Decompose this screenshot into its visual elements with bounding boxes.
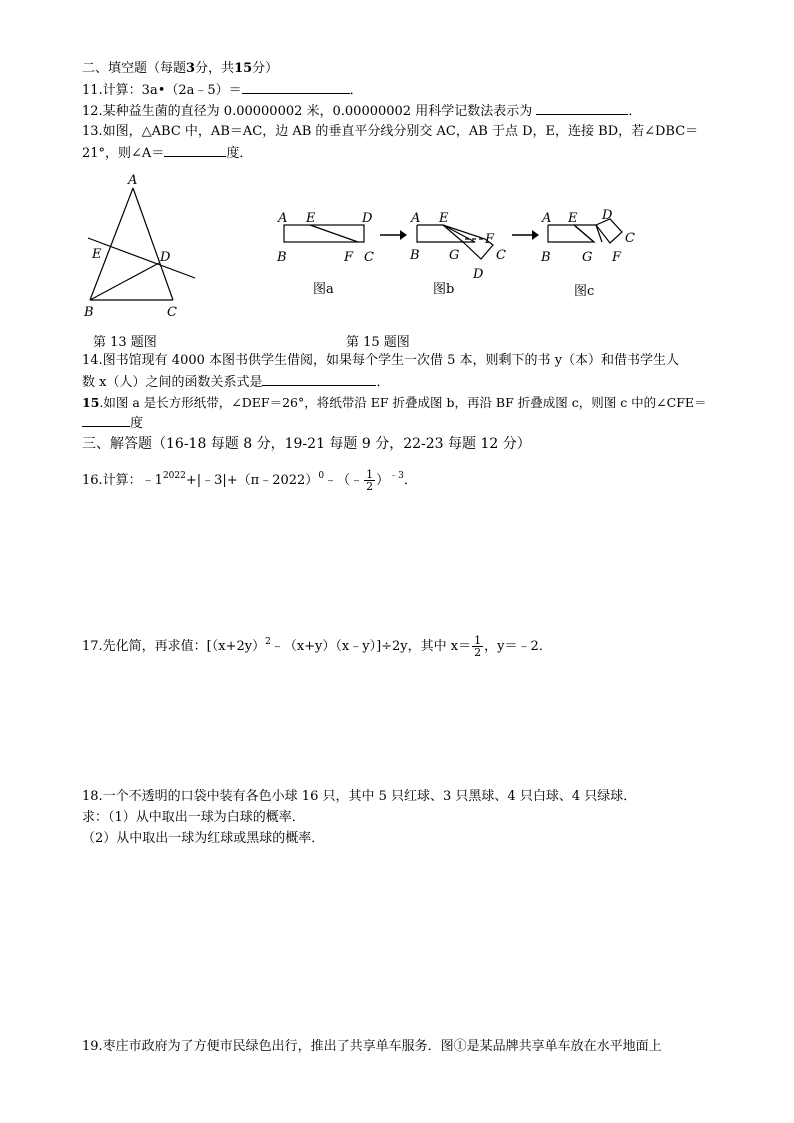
svg-text:E: E bbox=[306, 211, 316, 226]
answer-blank[interactable] bbox=[164, 144, 226, 157]
figure-15c bbox=[534, 205, 654, 275]
answer-blank[interactable] bbox=[242, 81, 350, 94]
caption-fig-a: 图a bbox=[313, 282, 334, 297]
fraction-one-half: $\frac{1}{2}$ bbox=[366, 468, 374, 493]
svg-text:D: D bbox=[602, 208, 613, 223]
svg-text:G: G bbox=[582, 250, 593, 265]
svg-text:D: D bbox=[362, 211, 373, 226]
question-14-line-1: 14.图书馆现有 4000 本图书供学生借阅，如果每个学生一次借 5 本，则剩下的书 y（本）和借书学生人 bbox=[82, 353, 680, 368]
figure-13-triangle bbox=[78, 168, 208, 320]
question-18-line-2: 求：（1）从中取出一球为白球的概率． bbox=[82, 810, 305, 825]
svg-text:C: C bbox=[625, 231, 635, 246]
question-12: 12.某种益生菌的直径为 0.00000002 米，0.00000002 用科学记数法表示为 ． bbox=[82, 104, 642, 119]
label-A: A bbox=[128, 173, 138, 188]
caption-question-15-figure: 第 15 题图 bbox=[346, 335, 410, 350]
question-18-line-3: （2）从中取出一球为红球或黑球的概率． bbox=[82, 831, 325, 846]
question-17: 17.先化简，再求值：$[(x+2y)^2﹣(x+y)(x﹣y)]\div 2y$，其中 x＝ $\frac{1}{2}$ ，y＝﹣2． bbox=[82, 634, 552, 659]
answer-blank[interactable] bbox=[262, 373, 376, 386]
label-C: C bbox=[167, 305, 177, 320]
caption-question-13-figure: 第 13 题图 bbox=[93, 335, 157, 350]
section-2-title: 二、填空题（每题3分，共15分） bbox=[82, 61, 279, 76]
answer-blank[interactable] bbox=[82, 414, 130, 427]
svg-text:F: F bbox=[344, 250, 354, 265]
svg-text:A: A bbox=[411, 211, 421, 226]
question-15-line-2: 度 bbox=[82, 414, 143, 433]
caption-fig-b: 图b bbox=[433, 282, 455, 297]
question-15-line-1: 15.如图 a 是长方形纸带，∠DEF＝26°，将纸带沿 EF 折叠成图 b，再沿 BF 折叠成图 c，则图 c 中的∠CFE＝ bbox=[82, 395, 707, 410]
svg-text:G: G bbox=[449, 248, 460, 263]
figure-15b bbox=[403, 205, 521, 285]
question-16: 16.计算：$﹣1^{2022}+|﹣3|+(\pi﹣2022)^0﹣(﹣$ $\frac{1}{2}$ ）$^{﹣3}$． bbox=[82, 468, 417, 493]
svg-text:A: A bbox=[542, 211, 552, 226]
svg-text:E: E bbox=[439, 211, 449, 226]
question-14-line-2: 数 x（人）之间的函数关系式是 ． bbox=[82, 375, 390, 390]
svg-text:B: B bbox=[410, 248, 420, 263]
caption-fig-c: 图c bbox=[574, 284, 595, 299]
svg-text:D: D bbox=[473, 267, 484, 282]
svg-text:A: A bbox=[278, 211, 288, 226]
question-13-line-1: 13.如图，△ABC 中，AB＝AC，边 AB 的垂直平分线分别交 AC，AB 于点 D，E，连接 BD，若∠DBC＝ bbox=[82, 124, 699, 139]
question-18-line-1: 18.一个不透明的口袋中装有各色小球 16 只，其中 5 只红球、3 只黑球、4 只白球、4 只绿球． bbox=[82, 789, 637, 804]
svg-text:F: F bbox=[612, 250, 622, 265]
question-19: 19.枣庄市政府为了方便市民绿色出行，推出了共享单车服务．图①是某品牌共享单车放在水平地面上 bbox=[82, 1039, 662, 1054]
label-B: B bbox=[84, 305, 94, 320]
question-13-line-2: 21°，则∠A＝ 度． bbox=[82, 146, 253, 161]
svg-text:B: B bbox=[541, 250, 551, 265]
label-E: E bbox=[92, 247, 102, 262]
svg-text:C: C bbox=[496, 248, 506, 263]
section-3-title: 三、解答题（16-18 每题 8 分，19-21 每题 9 分，22-23 每题 12 分） bbox=[82, 436, 531, 452]
label-D: D bbox=[160, 250, 171, 265]
svg-text:E: E bbox=[568, 211, 578, 226]
svg-text:B: B bbox=[277, 250, 287, 265]
fraction-one-half: $\frac{1}{2}$ bbox=[474, 634, 482, 659]
answer-blank[interactable] bbox=[536, 102, 628, 115]
svg-text:C: C bbox=[364, 250, 374, 265]
question-11: 11.计算：3a•（2a﹣5）＝ ． bbox=[82, 83, 363, 98]
svg-text:F: F bbox=[485, 232, 495, 247]
